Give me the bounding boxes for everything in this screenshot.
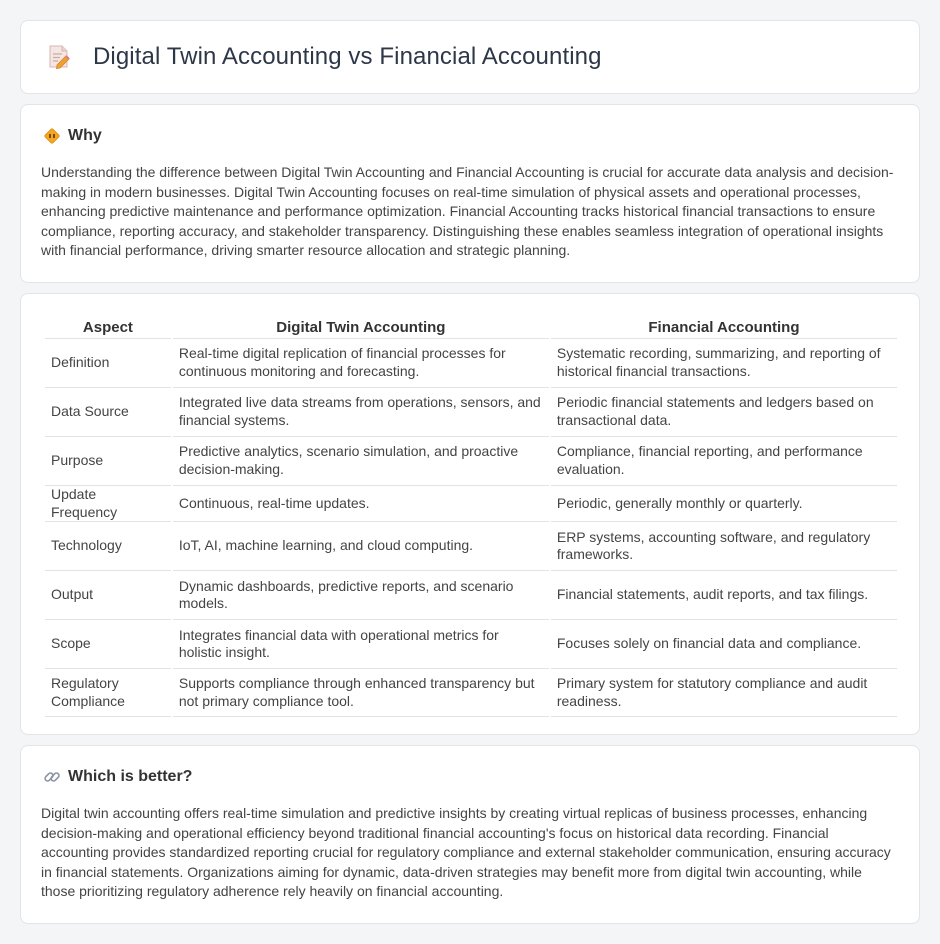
cell-aspect: Data Source — [45, 387, 171, 436]
page-title: Digital Twin Accounting vs Financial Accounting — [93, 43, 602, 70]
cell-twin: IoT, AI, machine learning, and cloud computing. — [173, 521, 549, 570]
cell-aspect: Purpose — [45, 436, 171, 485]
why-text: Understanding the difference between Digital Twin Accounting and Financial Accounting is crucial for accurate data analysis and decision-making in modern businesses. Digital Twin Accounting focuses on real-time simulation of physical assets and operational processes, enhancing predictive maintenance and performance optimization. Financial Accounting tracks historical financial transactions to ensure compliance, reporting accuracy, and stakeholder transparency. Distinguishing these enables seamless integration of operational insights with financial performance, driving smarter resource allocation and strategic planning. — [41, 164, 894, 259]
comparison-table — [43, 316, 899, 717]
table-row — [45, 485, 897, 521]
warning-diamond-icon — [43, 127, 61, 145]
why-title: Why — [68, 127, 102, 144]
table-row — [45, 619, 897, 668]
document-edit-icon — [47, 44, 71, 70]
table-header-row — [45, 316, 897, 338]
cell-twin: Supports compliance through enhanced transparency but not primary compliance tool. — [173, 668, 549, 717]
cell-aspect: Output — [45, 570, 171, 619]
header-aspect: Aspect — [82, 319, 133, 336]
cell-twin: Integrates financial data with operational metrics for holistic insight. — [173, 619, 549, 668]
title-row — [47, 43, 602, 71]
better-title: Which is better? — [68, 768, 193, 785]
cell-financial: Financial statements, audit reports, and tax filings. — [551, 570, 897, 619]
cell-aspect: Regulatory Compliance — [45, 668, 171, 717]
cell-financial: Periodic, generally monthly or quarterly. — [551, 485, 897, 521]
cell-financial: Focuses solely on financial data and compliance. — [551, 619, 897, 668]
cell-financial: Compliance, financial reporting, and performance evaluation. — [551, 436, 897, 485]
cell-aspect: Update Frequency — [45, 485, 171, 521]
cell-twin: Continuous, real-time updates. — [173, 485, 549, 521]
table-row — [45, 436, 897, 485]
cell-twin: Real-time digital replication of financial processes for continuous monitoring and forecasting. — [173, 338, 549, 387]
table-row — [45, 387, 897, 436]
table-row — [45, 521, 897, 570]
table-row — [45, 570, 897, 619]
table-row — [45, 668, 897, 717]
better-text: Digital twin accounting offers real-time simulation and predictive insights by creating virtual replicas of business processes, enhancing decision-making and operational efficiency beyond traditional financial accounting's focus on historical data recording. Financial accounting provides standardized reporting crucial for regulatory compliance and external stakeholder communication, ensuring accuracy in financial statements. Organizations aiming for dynamic, data-driven strategies may benefit more from digital twin accounting, while those prioritizing regulatory adherence rely heavily on financial accounting. — [41, 805, 891, 900]
better-heading — [43, 768, 192, 786]
header-digital-twin: Digital Twin Accounting — [276, 319, 446, 336]
cell-twin: Dynamic dashboards, predictive reports, and scenario models. — [173, 570, 549, 619]
cell-twin: Integrated live data streams from operations, sensors, and financial systems. — [173, 387, 549, 436]
header-financial: Financial Accounting — [648, 319, 800, 336]
header-card — [20, 20, 920, 94]
comparison-section — [20, 293, 920, 735]
why-heading — [43, 127, 102, 145]
cell-financial: Systematic recording, summarizing, and reporting of historical financial transactions. — [551, 338, 897, 387]
table-row — [45, 338, 897, 387]
cell-financial: Primary system for statutory compliance and audit readiness. — [551, 668, 897, 717]
cell-financial: ERP systems, accounting software, and regulatory frameworks. — [551, 521, 897, 570]
cell-twin: Predictive analytics, scenario simulation, and proactive decision-making. — [173, 436, 549, 485]
why-section — [20, 104, 920, 283]
cell-aspect: Definition — [45, 338, 171, 387]
cell-aspect: Scope — [45, 619, 171, 668]
cell-financial: Periodic financial statements and ledgers based on transactional data. — [551, 387, 897, 436]
which-is-better-section — [20, 745, 920, 924]
link-icon — [43, 768, 61, 786]
cell-aspect: Technology — [45, 521, 171, 570]
